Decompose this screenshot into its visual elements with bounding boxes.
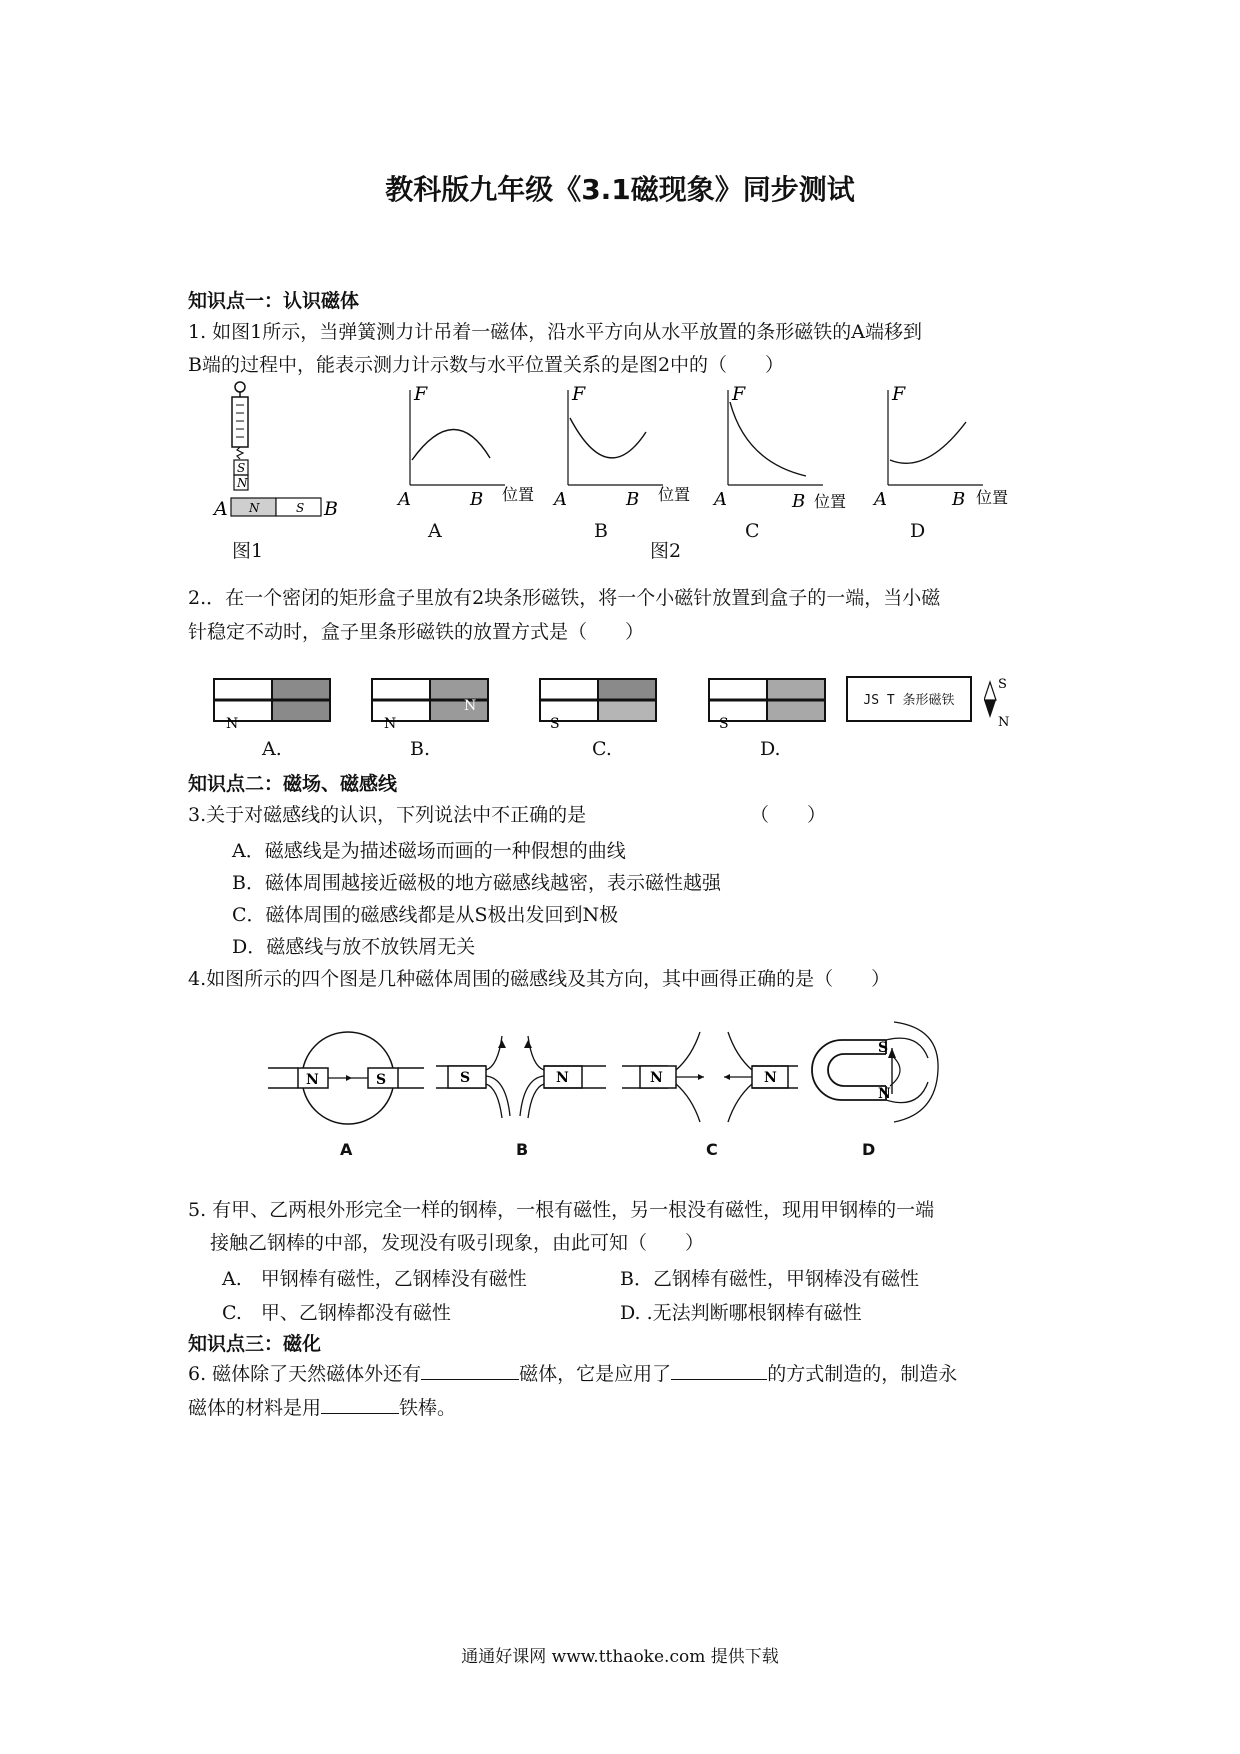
question-3-option-c: C．磁体周围的磁感线都是从S极出发回到N极 xyxy=(232,904,619,926)
q4-c-pole-n-right: N xyxy=(764,1070,777,1086)
q4-b-pole-s: S xyxy=(460,1070,471,1086)
question-6-text-2: 磁体，它是应用了 xyxy=(519,1363,672,1385)
q2-option-b-box xyxy=(370,676,494,730)
graph-b-x-axis: 位置 xyxy=(658,485,691,504)
q2-a-letter-1: N xyxy=(226,716,239,730)
graph-c-y-axis: F xyxy=(732,383,746,405)
q4-diagram-c xyxy=(622,1026,802,1126)
q4-a-pole-n: N xyxy=(306,1072,319,1088)
graph-d-point-b: B xyxy=(952,489,966,510)
graph-a-label: A xyxy=(428,520,442,542)
page-title: 教科版九年级《3.1磁现象》同步测试 xyxy=(385,173,855,206)
question-3-bracket: （ ） xyxy=(750,804,827,826)
figure-1-spring-scale xyxy=(210,380,350,530)
needle-n-label: N xyxy=(998,715,1010,728)
section-heading-2: 知识点二：磁场、磁感线 xyxy=(188,773,398,795)
q2-option-a-label: A. xyxy=(262,738,282,760)
q4-a-pole-s: S xyxy=(376,1072,387,1088)
q2-option-d-box xyxy=(707,676,831,730)
question-1-line-2: B端的过程中，能表示测力计示数与水平位置关系的是图2中的（ ） xyxy=(188,354,785,376)
graph-d-label: D xyxy=(910,520,926,542)
q4-diagram-b xyxy=(436,1026,616,1126)
question-3-option-a: A．磁感线是为描述磁场而画的一种假想的曲线 xyxy=(232,840,626,862)
question-3-stem: 3.关于对磁感线的认识，下列说法中不正确的是 xyxy=(188,804,587,826)
question-3-option-b: B．磁体周围越接近磁极的地方磁感线越密，表示磁性越强 xyxy=(232,872,721,894)
figure-1-caption: 图1 xyxy=(232,540,264,562)
fig1-bar-magnet-s: S xyxy=(296,501,305,515)
q4-d-pole-n: N xyxy=(878,1086,891,1102)
q2-option-d-label: D. xyxy=(760,738,781,760)
answer-blank-3[interactable] xyxy=(321,1393,399,1414)
graph-d-y-axis: F xyxy=(892,383,906,405)
question-6-text-3: 的方式制造的，制造永 xyxy=(767,1363,958,1385)
q2-box-text: JS T 条形磁铁 xyxy=(863,693,955,708)
question-5-line-2: 接触乙钢棒的中部，发现没有吸引现象，由此可知（ ） xyxy=(210,1232,705,1254)
question-3-option-d: D．磁感线与放不放铁屑无关 xyxy=(232,936,476,958)
section-heading-3: 知识点三：磁化 xyxy=(188,1333,322,1355)
compass-needle-icon xyxy=(984,672,1014,728)
fig1-hanging-magnet-n: N xyxy=(237,476,248,490)
q2-option-c-label: C. xyxy=(592,738,612,760)
q2-c-letter-1: S xyxy=(550,716,560,730)
graph-a-point-a: A xyxy=(398,489,411,510)
question-5-option-b: B．乙钢棒有磁性，甲钢棒没有磁性 xyxy=(620,1268,919,1290)
question-1-line-1: 1. 如图1所示，当弹簧测力计吊着一磁体，沿水平方向从水平放置的条形磁铁的A端移到 xyxy=(188,321,922,343)
question-5-option-d: D. .无法判断哪根钢棒有磁性 xyxy=(620,1302,862,1324)
graph-a-point-b: B xyxy=(470,489,484,510)
q2-b-letter-1: N xyxy=(384,716,397,730)
graph-c-point-b: B xyxy=(792,491,806,510)
q4-label-a: A xyxy=(340,1140,353,1159)
q4-b-pole-n: N xyxy=(556,1070,569,1086)
graph-c xyxy=(706,380,866,510)
graph-d-point-a: A xyxy=(874,489,887,510)
fig1-hanging-magnet-s: S xyxy=(237,461,246,475)
answer-blank-1[interactable] xyxy=(421,1359,519,1380)
graph-b-label: B xyxy=(594,520,608,542)
q2-b-letter-2: N xyxy=(464,698,477,714)
graph-b-point-a: A xyxy=(554,489,567,510)
graph-d-x-axis: 位置 xyxy=(976,488,1009,507)
q2-option-b-label: B. xyxy=(410,738,431,760)
question-5-option-a: A. 甲钢棒有磁性，乙钢棒没有磁性 xyxy=(222,1268,527,1290)
q4-c-pole-n-left: N xyxy=(650,1070,663,1086)
graph-c-label: C xyxy=(745,520,760,542)
fig1-end-b: B xyxy=(324,498,338,520)
question-6-text-5: 铁棒。 xyxy=(399,1397,457,1419)
answer-blank-2[interactable] xyxy=(671,1359,767,1380)
question-6-text-4: 磁体的材料是用 xyxy=(188,1397,322,1419)
graph-c-x-axis: 位置 xyxy=(814,492,847,510)
graph-b-point-b: B xyxy=(626,489,640,510)
q2-option-a-box xyxy=(212,676,336,730)
fig1-end-a: A xyxy=(214,498,228,520)
q2-sealed-box xyxy=(846,676,972,722)
question-2-line-2: 针稳定不动时，盒子里条形磁铁的放置方式是（ ） xyxy=(188,621,645,643)
question-4-stem: 4.如图所示的四个图是几种磁体周围的磁感线及其方向，其中画得正确的是（ ） xyxy=(188,968,891,990)
q2-d-letter-1: S xyxy=(719,716,729,730)
q4-diagram-d xyxy=(806,1018,942,1130)
question-5-line-1: 5. 有甲、乙两根外形完全一样的钢棒，一根有磁性，另一根没有磁性，现用甲钢棒的一端 xyxy=(188,1199,935,1221)
graph-b xyxy=(548,380,708,510)
q4-diagram-a xyxy=(268,1030,428,1125)
fig1-bar-magnet-n: N xyxy=(249,501,260,515)
graph-a xyxy=(390,380,550,510)
footer-credit: 通通好课网 www.tthaoke.com 提供下载 xyxy=(461,1647,779,1667)
question-6-line-1 xyxy=(188,1357,957,1391)
needle-s-label: S xyxy=(998,677,1007,692)
question-6-text-1: 6. 磁体除了天然磁体外还有 xyxy=(188,1363,422,1385)
graph-a-y-axis: F xyxy=(414,383,428,405)
graph-c-point-a: A xyxy=(714,489,727,510)
section-heading-1: 知识点一：认识磁体 xyxy=(188,290,360,312)
q4-d-pole-s: S xyxy=(878,1040,889,1056)
graph-b-y-axis: F xyxy=(572,383,586,405)
q4-label-d: D xyxy=(862,1140,876,1159)
graph-a-x-axis: 位置 xyxy=(502,485,535,504)
q4-label-c: C xyxy=(706,1140,718,1159)
question-6-line-2 xyxy=(188,1391,456,1425)
graph-d xyxy=(866,380,1026,510)
question-2-line-1: 2.．在一个密闭的矩形盒子里放有2块条形磁铁，将一个小磁针放置到盒子的一端，当小磁 xyxy=(188,587,941,609)
figure-2-caption: 图2 xyxy=(650,540,682,562)
question-5-option-c: C. 甲、乙钢棒都没有磁性 xyxy=(222,1302,451,1324)
q4-label-b: B xyxy=(516,1140,529,1159)
q2-option-c-box xyxy=(538,676,662,730)
